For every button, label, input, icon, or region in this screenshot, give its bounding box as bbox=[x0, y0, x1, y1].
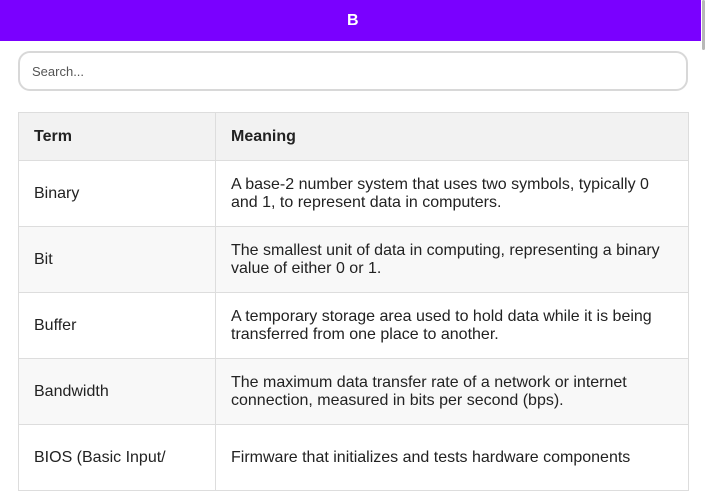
scrollbar-track[interactable] bbox=[701, 0, 706, 460]
search-input[interactable] bbox=[18, 51, 688, 91]
glossary-table-container bbox=[18, 112, 688, 491]
term-cell: BIOS (Basic Input/ bbox=[19, 425, 216, 491]
term-cell: Binary bbox=[19, 161, 216, 227]
column-header-term: Term bbox=[19, 113, 216, 161]
term-cell: Buffer bbox=[19, 293, 216, 359]
scrollbar-thumb[interactable] bbox=[702, 0, 705, 50]
meaning-cell: Firmware that initializes and tests hardware components bbox=[216, 425, 689, 491]
column-header-meaning: Meaning bbox=[216, 113, 689, 161]
table-row bbox=[19, 425, 689, 491]
table-row bbox=[19, 161, 689, 227]
term-cell: Bit bbox=[19, 227, 216, 293]
meaning-cell: The smallest unit of data in computing, representing a binary value of either 0 or 1. bbox=[216, 227, 689, 293]
term-cell: Bandwidth bbox=[19, 359, 216, 425]
app-header bbox=[0, 0, 706, 41]
meaning-cell: A base-2 number system that uses two symbols, typically 0 and 1, to represent data in computers. bbox=[216, 161, 689, 227]
table-header-row bbox=[19, 113, 689, 161]
meaning-cell: A temporary storage area used to hold data while it is being transferred from one place to another. bbox=[216, 293, 689, 359]
table-row bbox=[19, 359, 689, 425]
glossary-table bbox=[18, 112, 689, 491]
page-title: B bbox=[346, 11, 360, 29]
table-row bbox=[19, 227, 689, 293]
table-row bbox=[19, 293, 689, 359]
meaning-cell: The maximum data transfer rate of a network or internet connection, measured in bits per second (bps). bbox=[216, 359, 689, 425]
